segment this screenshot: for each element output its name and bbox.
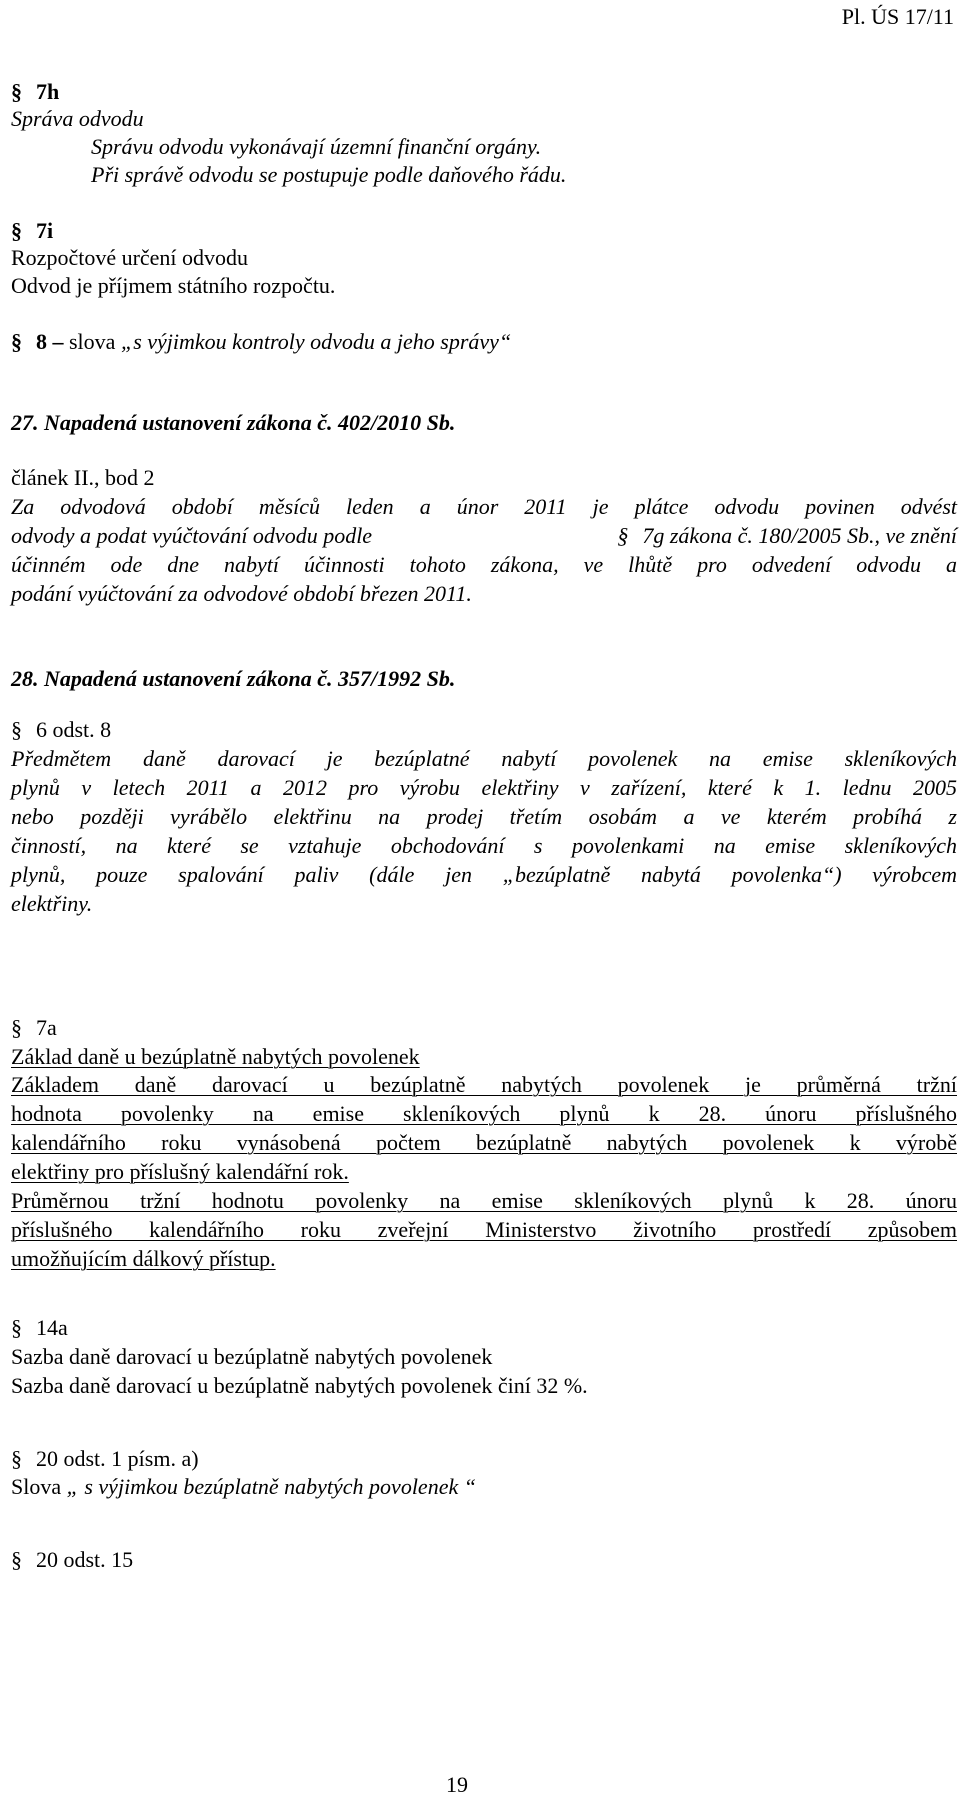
section-6-heading bbox=[11, 717, 111, 743]
section-20-15-heading bbox=[11, 1547, 133, 1573]
section-7a-text-3: kalendářního roku vynásobená počtem bezúplatně nabytých povolenek k výrobě bbox=[11, 1130, 957, 1155]
section-ref: 20 odst. 15 bbox=[36, 1547, 134, 1572]
section-number: 8 bbox=[36, 329, 47, 354]
slova-word: Slova bbox=[11, 1474, 62, 1499]
section-number: 7i bbox=[36, 218, 54, 243]
slova-word: slova bbox=[69, 329, 116, 354]
section-6-text-6: elektřiny. bbox=[11, 891, 93, 916]
article-2-text-4: podání vyúčtování za odvodové období březen 2011. bbox=[11, 581, 472, 606]
section-sign: § bbox=[11, 329, 22, 354]
section-7a-title: Základ daně u bezúplatně nabytých povolenek bbox=[11, 1044, 420, 1069]
section-7a-text-2: hodnota povolenky na emise skleníkových plynů k 28. únoru příslušného bbox=[11, 1101, 957, 1126]
section-14a-title: Sazba daně darovací u bezúplatně nabytých povolenek bbox=[11, 1344, 493, 1369]
text-part bbox=[617, 523, 957, 549]
section-sign: § bbox=[11, 1547, 22, 1572]
section-7i-heading bbox=[11, 218, 53, 244]
section-sign: § bbox=[617, 523, 629, 548]
section-7a-text-1: Základem daně darovací u bezúplatně nabytých povolenek je průměrná tržní bbox=[11, 1072, 957, 1097]
section-number: 7h bbox=[36, 79, 60, 104]
dash: – bbox=[52, 329, 64, 354]
quoted-text: „s výjimkou kontroly odvodu a jeho správy“ bbox=[120, 329, 512, 354]
section-sign: § bbox=[11, 218, 22, 243]
document-reference: Pl. ÚS 17/11 bbox=[841, 4, 954, 29]
section-14a-text-1: Sazba daně darovací u bezúplatně nabytých povolenek činí 32 %. bbox=[11, 1373, 588, 1398]
section-ref: 6 odst. 8 bbox=[36, 717, 112, 742]
section-number: 14a bbox=[36, 1315, 68, 1340]
heading-27: 27. Napadená ustanovení zákona č. 402/2010 Sb. bbox=[11, 410, 456, 435]
section-7h-title: Správa odvodu bbox=[11, 106, 144, 131]
quoted-text: „ s výjimkou bezúplatně nabytých povolenek “ bbox=[66, 1474, 476, 1499]
section-7a-heading bbox=[11, 1015, 57, 1041]
text-part: odvody a podat vyúčtování odvodu podle bbox=[11, 523, 373, 548]
page-number: 19 bbox=[446, 1772, 468, 1797]
section-sign: § bbox=[11, 1015, 22, 1040]
section-7h-text-2: Při správě odvodu se postupuje podle daňového řádu. bbox=[91, 162, 567, 187]
section-7a-text-7: umožňujícím dálkový přístup. bbox=[11, 1246, 276, 1271]
article-2-text-2 bbox=[11, 523, 957, 549]
section-7h-heading bbox=[11, 79, 59, 105]
section-6-text-2: plynů v letech 2011 a 2012 pro výrobu elektřiny v zařízení, které k 1. lednu 2005 bbox=[11, 775, 957, 800]
section-8-line bbox=[11, 329, 511, 355]
section-6-text-4: činností, na které se vztahuje obchodování s povolenkami na emise skleníkových bbox=[11, 833, 957, 858]
section-7a-text-4: elektřiny pro příslušný kalendářní rok. bbox=[11, 1159, 349, 1184]
section-7i-title: Rozpočtové určení odvodu bbox=[11, 245, 249, 270]
section-20-1a-heading bbox=[11, 1446, 199, 1472]
section-ref: 20 odst. 1 písm. a) bbox=[36, 1446, 199, 1471]
section-sign: § bbox=[11, 1315, 22, 1340]
section-sign: § bbox=[11, 1446, 22, 1471]
section-6-text-3: nebo později vyrábělo elektřinu na prodej třetím osobám a ve kterém probíhá z bbox=[11, 804, 957, 829]
heading-28: 28. Napadená ustanovení zákona č. 357/1992 Sb. bbox=[11, 666, 456, 691]
section-sign: § bbox=[11, 79, 22, 104]
article-2-text-1: Za odvodová období měsíců leden a únor 2011 je plátce odvodu povinen odvést bbox=[11, 494, 957, 519]
section-7h-text-1: Správu odvodu vykonávají územní finanční orgány. bbox=[91, 134, 542, 159]
article-2-text-3: účinném ode dne nabytí účinnosti tohoto zákona, ve lhůtě pro odvedení odvodu a bbox=[11, 552, 957, 577]
section-20-1a-text bbox=[11, 1474, 476, 1500]
section-7a-text-5: Průměrnou tržní hodnotu povolenky na emise skleníkových plynů k 28. únoru bbox=[11, 1188, 957, 1213]
article-2-ref: článek II., bod 2 bbox=[11, 465, 155, 490]
section-14a-heading bbox=[11, 1315, 68, 1341]
section-number: 7a bbox=[36, 1015, 57, 1040]
section-7i-text-1: Odvod je příjmem státního rozpočtu. bbox=[11, 273, 336, 298]
text-part: 7g zákona č. 180/2005 Sb., ve znění bbox=[642, 523, 957, 548]
section-6-text-5: plynů, pouze spalování paliv (dále jen „bezúplatně nabytá povolenka“) výrobcem bbox=[11, 862, 957, 887]
section-sign: § bbox=[11, 717, 22, 742]
section-7a-text-6: příslušného kalendářního roku zveřejní Ministerstvo životního prostředí způsobem bbox=[11, 1217, 957, 1242]
section-6-text-1: Předmětem daně darovací je bezúplatné nabytí povolenek na emise skleníkových bbox=[11, 746, 957, 771]
